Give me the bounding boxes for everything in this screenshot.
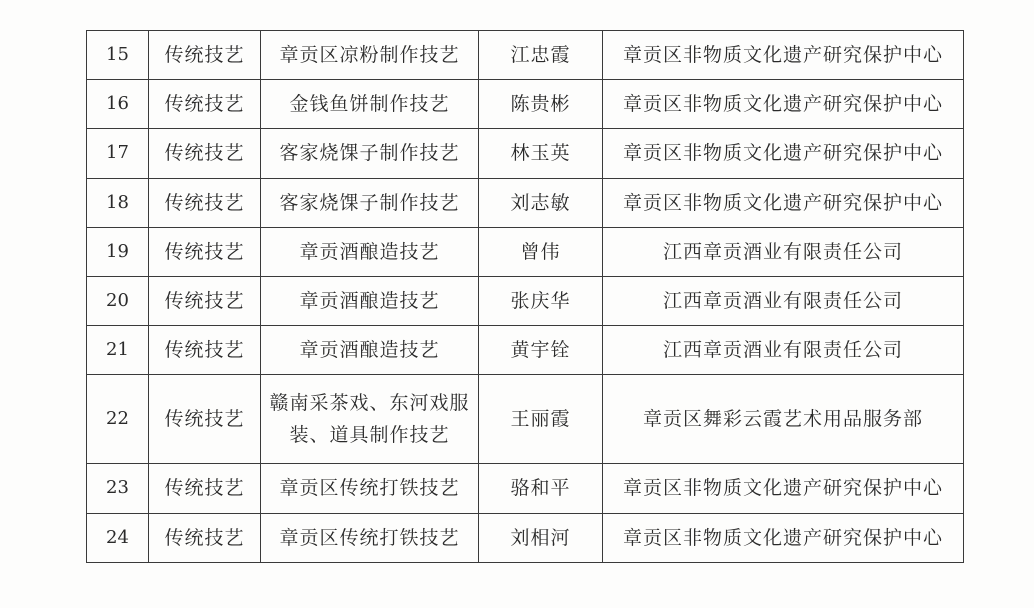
project-cell: 章贡酒酿造技艺 bbox=[261, 276, 479, 325]
inheritor-cell: 曾伟 bbox=[479, 227, 603, 276]
category-cell: 传统技艺 bbox=[149, 276, 261, 325]
unit-cell: 章贡区非物质文化遗产研究保护中心 bbox=[603, 513, 964, 562]
unit-cell: 章贡区非物质文化遗产研究保护中心 bbox=[603, 31, 964, 80]
category-cell: 传统技艺 bbox=[149, 513, 261, 562]
table-row bbox=[87, 31, 964, 80]
table-row bbox=[87, 276, 964, 325]
table-row bbox=[87, 129, 964, 178]
table-row bbox=[87, 375, 964, 464]
project-cell: 金钱鱼饼制作技艺 bbox=[261, 80, 479, 129]
project-line: 装、道具制作技艺 bbox=[289, 424, 450, 447]
project-cell: 客家烧馃子制作技艺 bbox=[261, 178, 479, 227]
category-cell: 传统技艺 bbox=[149, 375, 261, 464]
unit-cell: 章贡区舞彩云霞艺术用品服务部 bbox=[603, 375, 964, 464]
row-number: 20 bbox=[87, 276, 149, 325]
project-cell: 客家烧馃子制作技艺 bbox=[261, 129, 479, 178]
category-cell: 传统技艺 bbox=[149, 31, 261, 80]
unit-cell: 章贡区非物质文化遗产研究保护中心 bbox=[603, 129, 964, 178]
inheritor-cell: 张庆华 bbox=[479, 276, 603, 325]
row-number: 16 bbox=[87, 80, 149, 129]
inheritor-cell: 刘志敏 bbox=[479, 178, 603, 227]
row-number: 18 bbox=[87, 178, 149, 227]
unit-cell: 章贡区非物质文化遗产研究保护中心 bbox=[603, 464, 964, 513]
row-number: 22 bbox=[87, 375, 149, 464]
inheritor-cell: 骆和平 bbox=[479, 464, 603, 513]
row-number: 23 bbox=[87, 464, 149, 513]
project-cell: 章贡区传统打铁技艺 bbox=[261, 513, 479, 562]
project-cell: 章贡酒酿造技艺 bbox=[261, 326, 479, 375]
project-line: 赣南采茶戏、东河戏服 bbox=[269, 392, 470, 415]
inheritor-cell: 江忠霞 bbox=[479, 31, 603, 80]
table-row bbox=[87, 513, 964, 562]
category-cell: 传统技艺 bbox=[149, 227, 261, 276]
unit-cell: 章贡区非物质文化遗产研究保护中心 bbox=[603, 178, 964, 227]
table-row bbox=[87, 326, 964, 375]
category-cell: 传统技艺 bbox=[149, 326, 261, 375]
unit-cell: 江西章贡酒业有限责任公司 bbox=[603, 326, 964, 375]
row-number: 15 bbox=[87, 31, 149, 80]
row-number: 21 bbox=[87, 326, 149, 375]
project-cell: 章贡区凉粉制作技艺 bbox=[261, 31, 479, 80]
category-cell: 传统技艺 bbox=[149, 178, 261, 227]
project-cell: 章贡酒酿造技艺 bbox=[261, 227, 479, 276]
row-number: 17 bbox=[87, 129, 149, 178]
unit-cell: 江西章贡酒业有限责任公司 bbox=[603, 227, 964, 276]
unit-cell: 江西章贡酒业有限责任公司 bbox=[603, 276, 964, 325]
category-cell: 传统技艺 bbox=[149, 464, 261, 513]
inheritor-cell: 陈贵彬 bbox=[479, 80, 603, 129]
unit-cell: 章贡区非物质文化遗产研究保护中心 bbox=[603, 80, 964, 129]
table-row bbox=[87, 80, 964, 129]
category-cell: 传统技艺 bbox=[149, 129, 261, 178]
inheritor-cell: 刘相河 bbox=[479, 513, 603, 562]
table-row bbox=[87, 227, 964, 276]
row-number: 24 bbox=[87, 513, 149, 562]
inheritor-cell: 王丽霞 bbox=[479, 375, 603, 464]
table-row bbox=[87, 464, 964, 513]
inheritor-table bbox=[86, 30, 964, 563]
table-row bbox=[87, 178, 964, 227]
category-cell: 传统技艺 bbox=[149, 80, 261, 129]
inheritor-cell: 黄宇铨 bbox=[479, 326, 603, 375]
project-cell bbox=[261, 375, 479, 464]
inheritor-cell: 林玉英 bbox=[479, 129, 603, 178]
row-number: 19 bbox=[87, 227, 149, 276]
project-cell: 章贡区传统打铁技艺 bbox=[261, 464, 479, 513]
